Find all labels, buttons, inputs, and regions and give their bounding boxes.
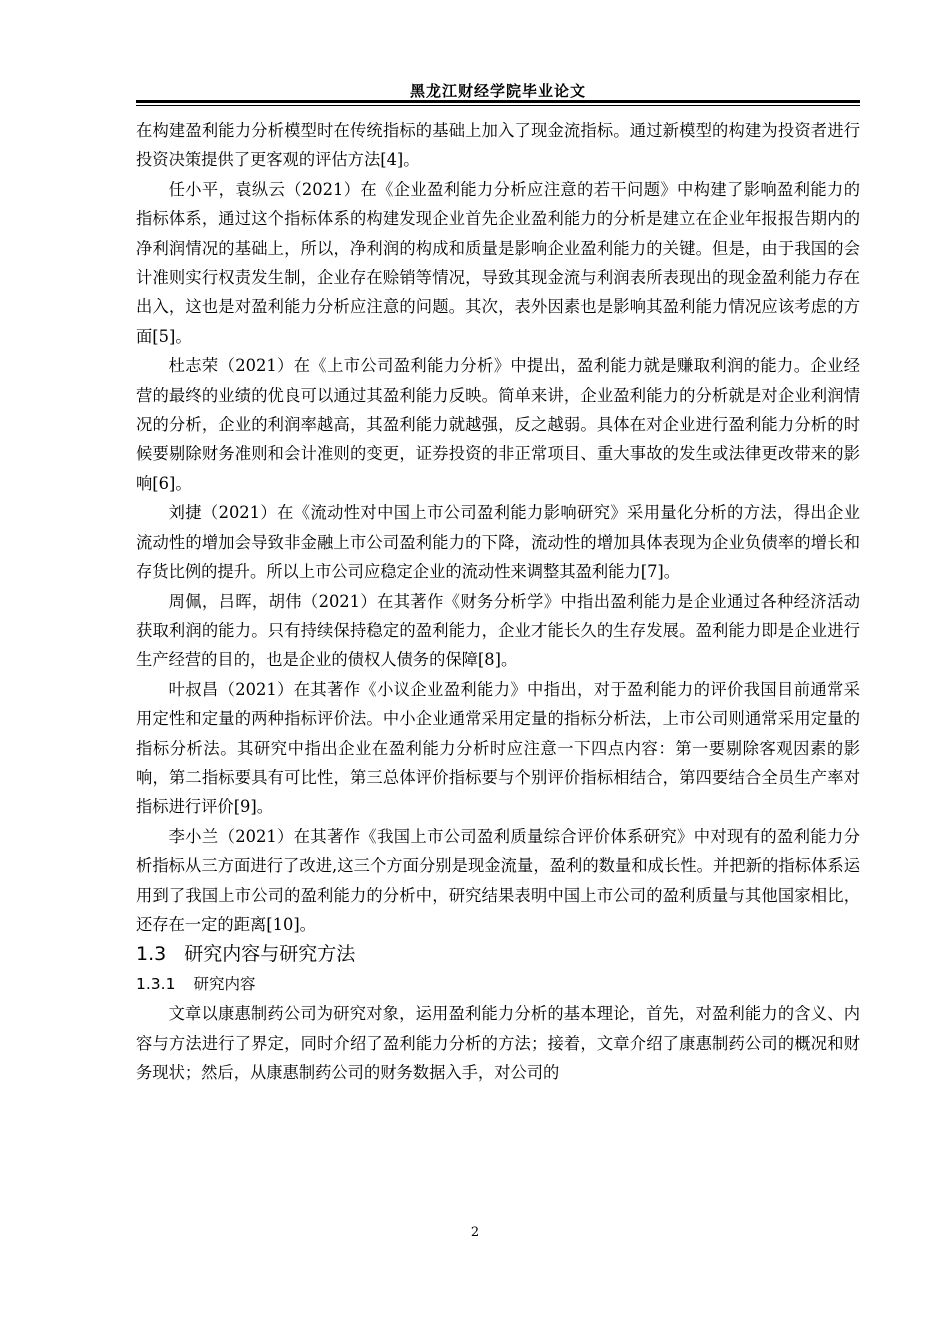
paragraph-6: 叶叔昌（2021）在其著作《小议企业盈利能力》中指出，对于盈利能力的评价我国目前通常采用定性和定量的两种指标评价法。中小企业通常采用定量的指标分析法，上市公司则通常采用定量的指标分析法。其研究中指出企业在盈利能力分析时应注意一下四点内容：第一要剔除客观因素的影响，第二指标要具有可比性，第三总体评价指标要与个别评价指标相结合，第四要结合全员生产率对指标进行评价[9]。 [136, 679, 860, 817]
paragraph-8: 文章以康惠制药公司为研究对象，运用盈利能力分析的基本理论，首先，对盈利能力的含义、内容与方法进行了界定，同时介绍了盈利能力分析的方法；接着，文章介绍了康惠制药公司的概况和财务现状；然后，从康惠制药公司的财务数据入手，对公司的 [136, 1004, 860, 1083]
subsection-number: 1.3.1 [136, 975, 176, 994]
header-rule-thick [136, 100, 860, 103]
running-header: 黑龙江财经学院毕业论文 [409, 82, 586, 100]
section-heading [136, 939, 860, 969]
paragraph-4: 刘捷（2021）在《流动性对中国上市公司盈利能力影响研究》采用量化分析的方法，得出企业流动性的增加会导致非金融上市公司盈利能力的下降，流动性的增加具体表现为企业负债率的增长和存货比例的提升。所以上市公司应稳定企业的流动性来调整其盈利能力[7]。 [136, 503, 860, 582]
header-rule-thin [136, 105, 860, 106]
subsection-title: 研究内容 [193, 975, 256, 994]
paragraph-1: 在构建盈利能力分析模型时在传统指标的基础上加入了现金流指标。通过新模型的构建为投资者进行投资决策提供了更客观的评估方法[4]。 [136, 121, 860, 170]
paragraph-2: 任小平，袁纵云（2021）在《企业盈利能力分析应注意的若干问题》中构建了影响盈利能力的指标体系，通过这个指标体系的构建发现企业首先企业盈利能力的分析是建立在企业年报报告期内的净利润情况的基础上，所以，净利润的构成和质量是影响企业盈利能力的关键。但是，由于我国的会计准则实行权责发生制，企业存在赊销等情况，导致其现金流与利润表所表现出的现金盈利能力存在出入，这也是对盈利能力分析应注意的问题。其次，表外因素也是影响其盈利能力情况应该考虑的方面[5]。 [136, 179, 860, 346]
paragraph-3: 杜志荣（2021）在《上市公司盈利能力分析》中提出，盈利能力就是赚取利润的能力。企业经营的最终的业绩的优良可以通过其盈利能力反映。简单来讲，企业盈利能力的分析就是对企业利润情况的分析，企业的利润率越高，其盈利能力就越强，反之越弱。具体在对企业进行盈利能力分析的时候要剔除财务准则和会计准则的变更，证券投资的非正常项目、重大事故的发生或法律更改带来的影响[6]。 [136, 356, 860, 493]
paragraph-7: 李小兰（2021）在其著作《我国上市公司盈利质量综合评价体系研究》中对现有的盈利能力分析指标从三方面进行了改进,这三个方面分别是现金流量，盈利的数量和成长性。并把新的指标体系运用到了我国上市公司的盈利能力的分析中，研究结果表明中国上市公司的盈利质量与其他国家相比，还存在一定的距离[10]。 [136, 826, 860, 934]
paragraph-5: 周佩，吕晖，胡伟（2021）在其著作《财务分析学》中指出盈利能力是企业通过各种经济活动获取利润的能力。只有持续保持稳定的盈利能力，企业才能长久的生存发展。盈利能力即是企业进行生产经营的目的，也是企业的债权人债务的保障[8]。 [136, 591, 860, 670]
section-number: 1.3 [136, 943, 167, 966]
subsection-heading [136, 969, 860, 999]
section-title: 研究内容与研究方法 [184, 943, 356, 966]
page-number: 2 [470, 1225, 480, 1240]
body-text [136, 116, 860, 1088]
